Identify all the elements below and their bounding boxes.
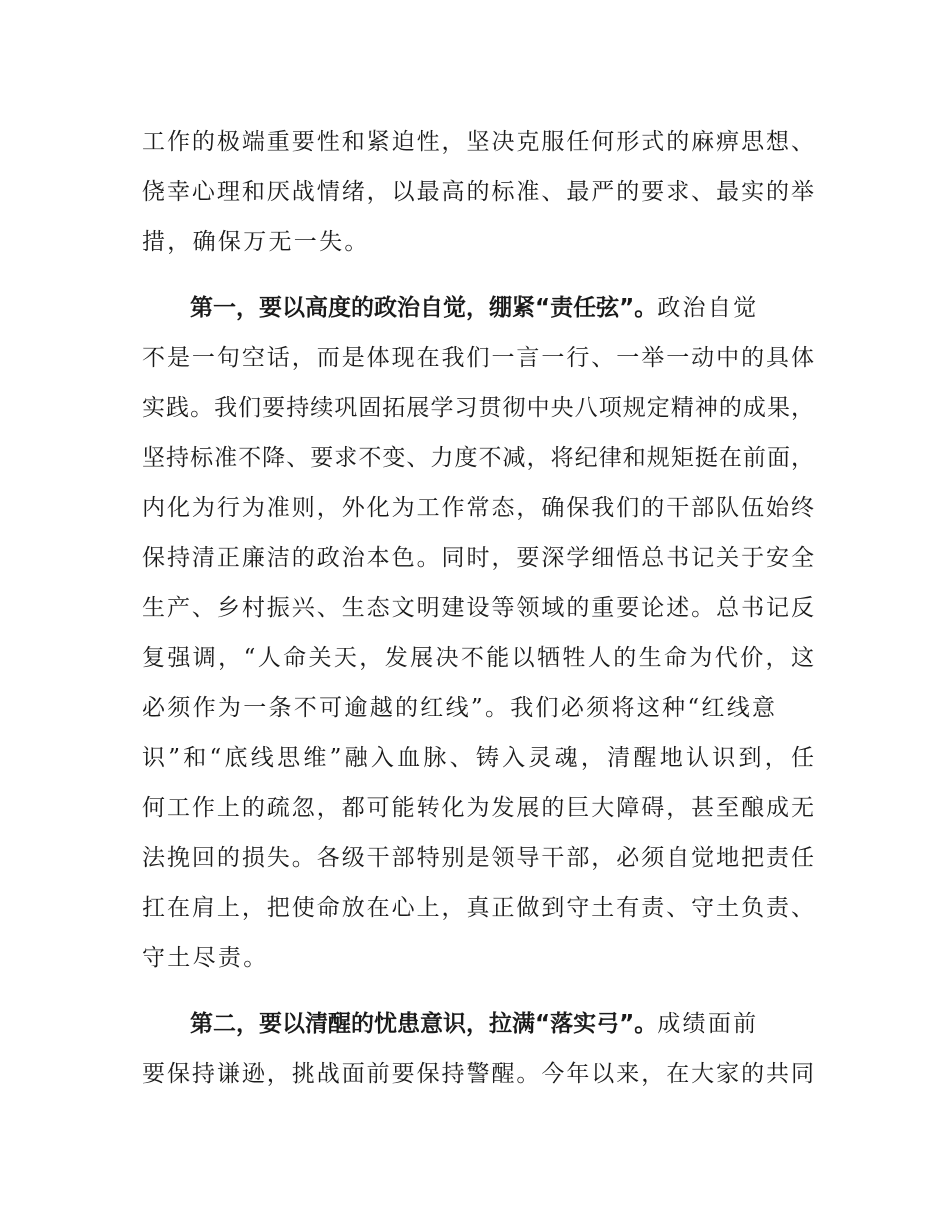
paragraph-2-line: 不是一句空话，而是体现在我们一言一行、一举一动中的具体 xyxy=(142,345,814,371)
paragraph-2-line: 内化为行为准则，外化为工作常态，确保我们的干部队伍始终 xyxy=(142,495,814,521)
paragraph-3-line: 要保持谦逊，挑战面前要保持警醒。今年以来，在大家的共同 xyxy=(142,1061,814,1087)
paragraph-2-line: 扛在肩上，把使命放在心上，真正做到守土有责、守土负责、 xyxy=(142,895,814,921)
paragraph-2-first-line-rest: 政治自觉 xyxy=(657,295,759,321)
paragraph-3-first-line-rest: 成绩面前 xyxy=(657,1011,759,1037)
paragraph-2-first-line xyxy=(190,293,758,323)
paragraph-2-line: 生产、乡村振兴、生态文明建设等领域的重要论述。总书记反 xyxy=(142,595,814,621)
paragraph-3-heading: 第二，要以清醒的忧患意识，拉满“落实弓”。 xyxy=(190,1011,658,1037)
paragraph-1-line-1: 工作的极端重要性和紧迫性，坚决克服任何形式的麻痹思想、 xyxy=(142,129,814,155)
paragraph-2-line: 保持清正廉洁的政治本色。同时，要深学细悟总书记关于安全 xyxy=(142,545,814,571)
paragraph-2-line: 坚持标准不降、要求不变、力度不减，将纪律和规矩挺在前面， xyxy=(142,445,814,471)
paragraph-2-line: 何工作上的疏忽，都可能转化为发展的巨大障碍，甚至酿成无 xyxy=(142,795,814,821)
paragraph-2-heading: 第一，要以高度的政治自觉，绷紧“责任弦”。 xyxy=(190,295,658,321)
paragraph-2-line: 实践。我们要持续巩固拓展学习贯彻中央八项规定精神的成果， xyxy=(142,395,814,421)
paragraph-3-first-line xyxy=(190,1009,758,1039)
paragraph-1-line-2: 侥幸心理和厌战情绪，以最高的标准、最严的要求、最实的举 xyxy=(142,179,814,205)
paragraph-2-line: 必须作为一条不可逾越的红线”。我们必须将这种“红线意 xyxy=(142,695,778,721)
paragraph-2-line: 复强调，“人命关天，发展决不能以牺牲人的生命为代价，这 xyxy=(142,645,814,671)
paragraph-2-line: 法挽回的损失。各级干部特别是领导干部，必须自觉地把责任 xyxy=(142,845,814,871)
paragraph-2-line: 识”和“底线思维”融入血脉、铸入灵魂，清醒地认识到，任 xyxy=(142,745,814,771)
paragraph-2-line: 守土尽责。 xyxy=(142,945,269,971)
paragraph-1-line-3: 措，确保万无一失。 xyxy=(142,229,370,255)
